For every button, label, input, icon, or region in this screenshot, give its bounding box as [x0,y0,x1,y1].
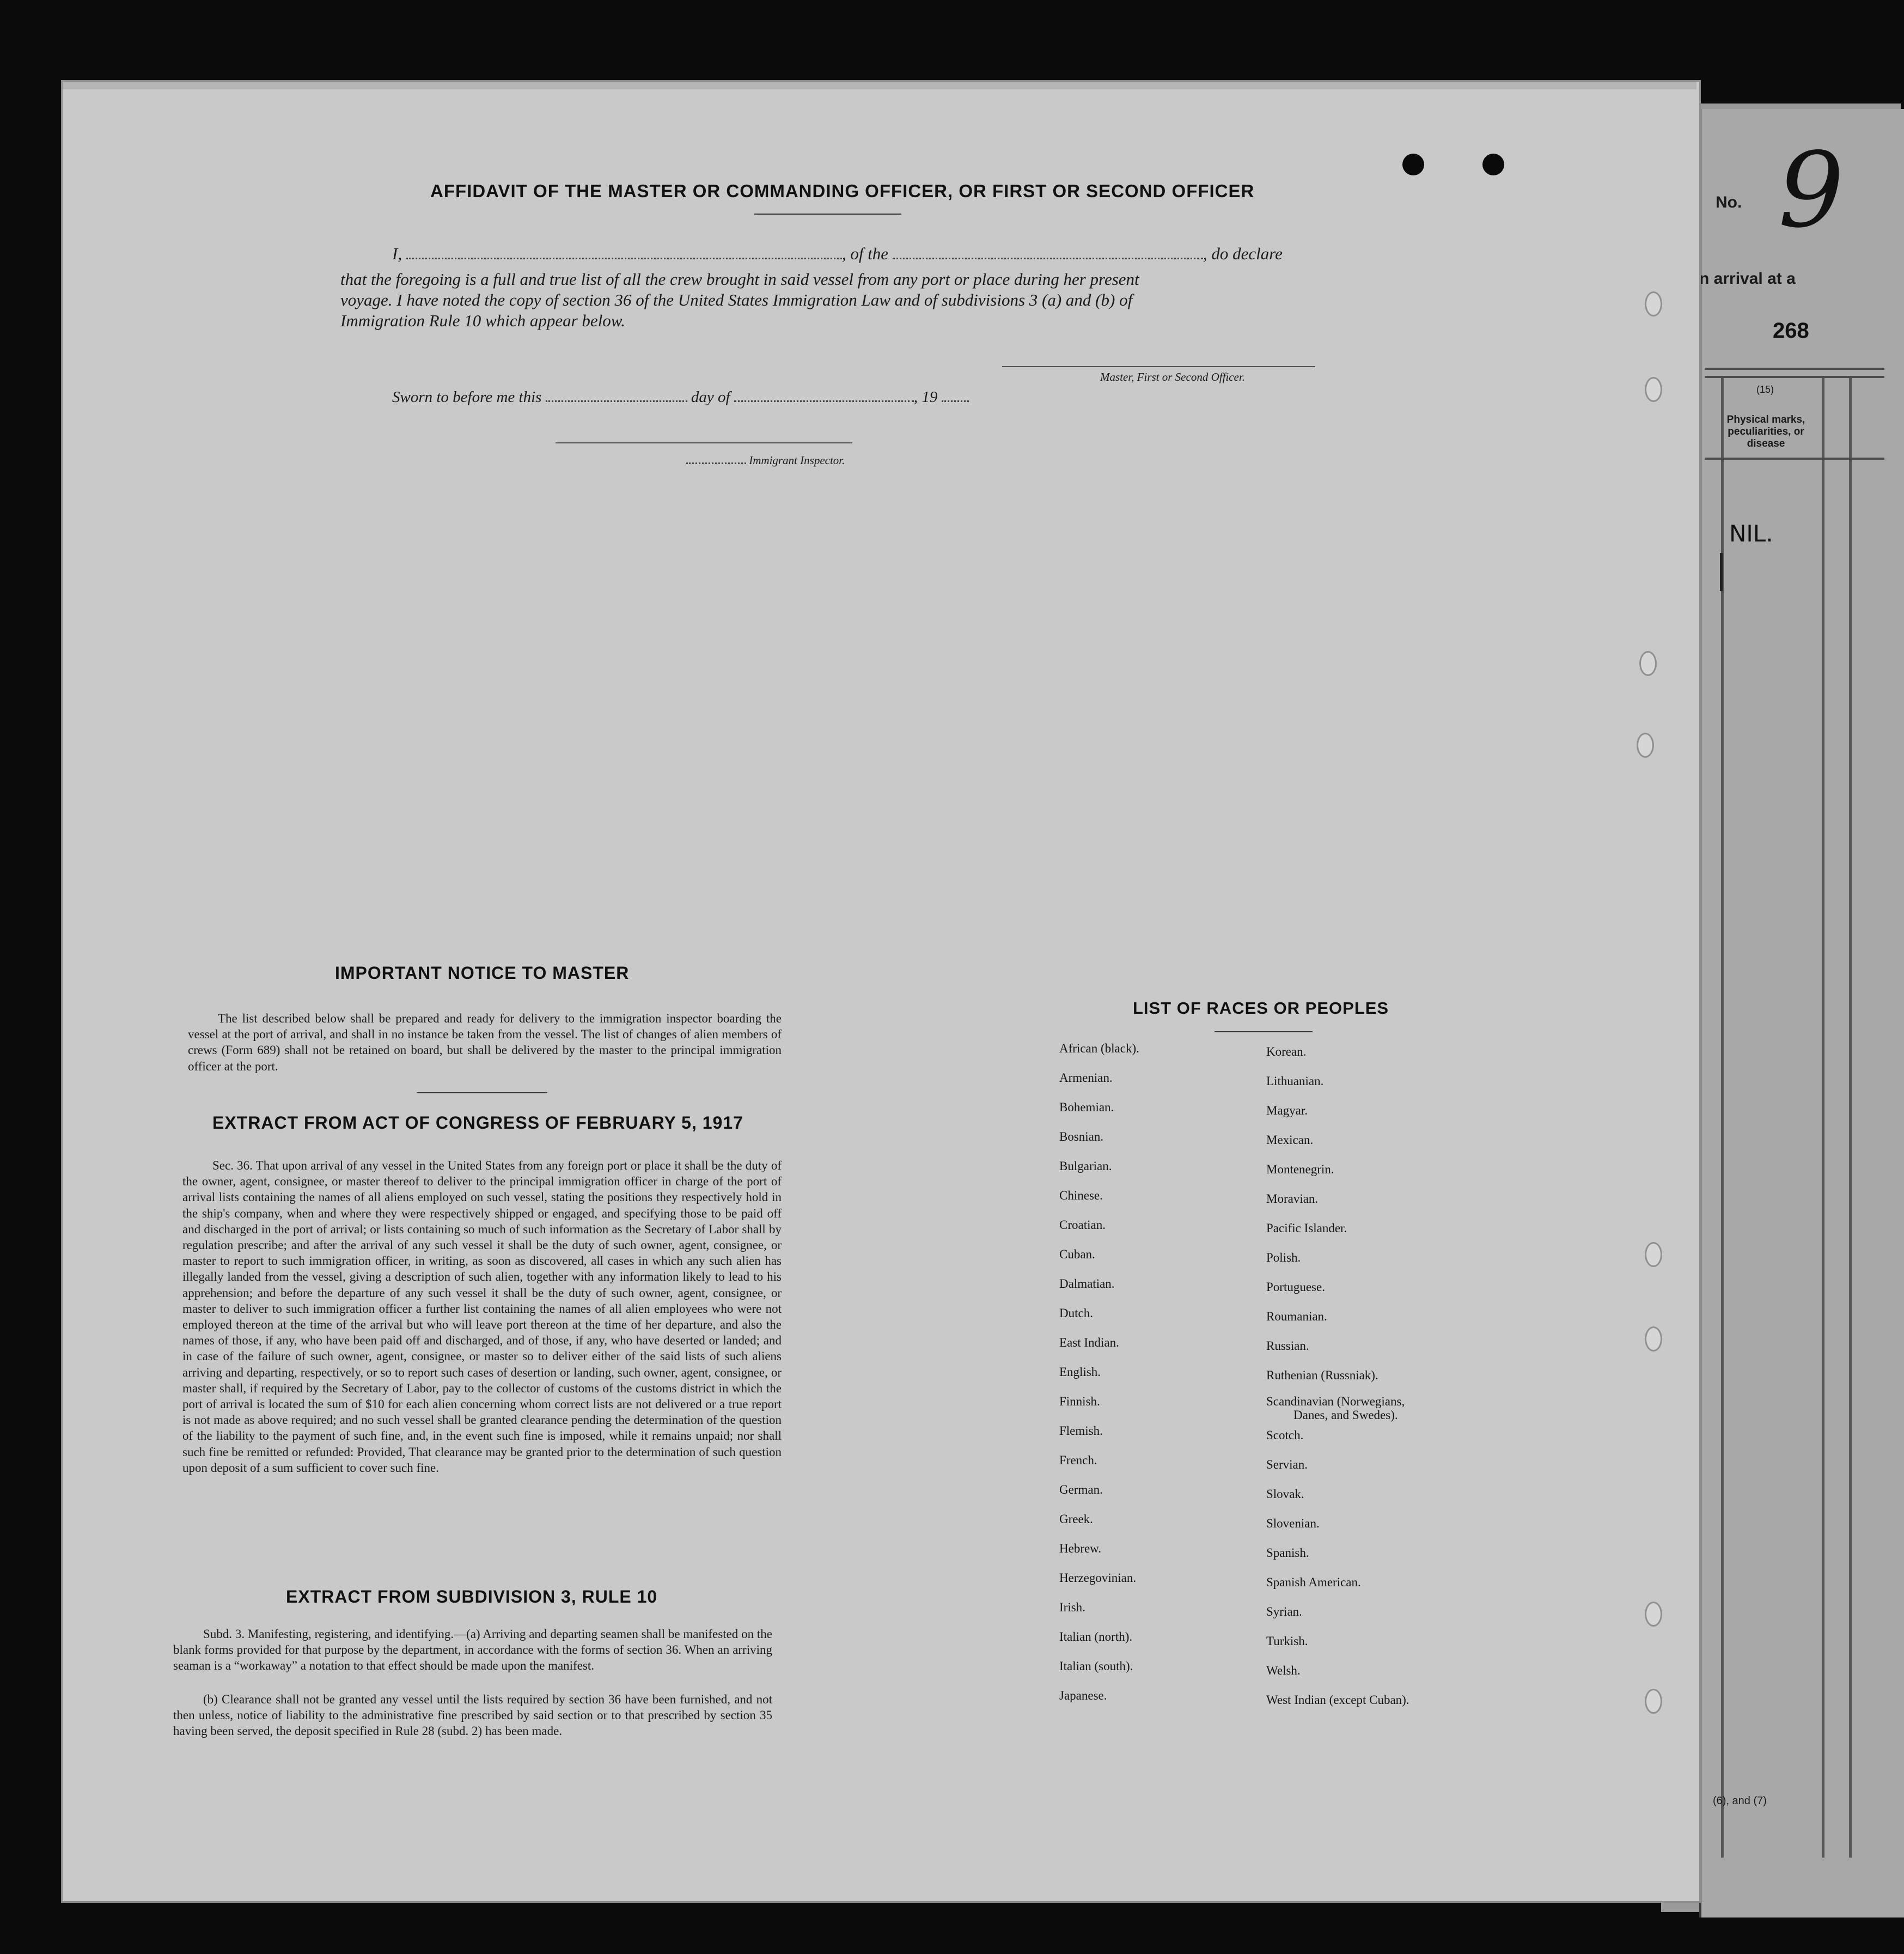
race-item: Russian. [1266,1339,1309,1353]
race-item: French. [1059,1453,1097,1467]
race-item: Spanish. [1266,1546,1309,1560]
master-signature-label: Master, First or Second Officer. [1100,370,1245,384]
race-item: Italian (north). [1059,1630,1133,1643]
race-item: Lithuanian. [1266,1074,1324,1088]
title-rule [754,214,901,215]
notice-title: IMPORTANT NOTICE TO MASTER [335,963,630,983]
race-item: Danes, and Swedes). [1293,1408,1398,1422]
underlying-no-label: No. [1716,193,1742,211]
race-item: Mexican. [1266,1133,1314,1147]
race-item: Moravian. [1266,1192,1319,1206]
race-item: African (black). [1059,1042,1139,1055]
rule-extract-title: EXTRACT FROM SUBDIVISION 3, RULE 10 [286,1587,658,1606]
race-item: Portuguese. [1266,1280,1325,1294]
punch-hole [1482,154,1504,175]
rule-extract-text-a: Subd. 3. Manifesting, registering, and identifying.—(a) Arriving and departing seamen shall be manifested on the blank forms provided for that purpose by the department, in accordance with the forms of section 36. When an arriving seaman is a “workaway” a notation to that effect should be made upon the manifest. [173,1627,772,1673]
race-item: Scandinavian (Norwegians, [1266,1395,1405,1408]
inspector-signature-line [556,442,852,443]
race-item: Irish. [1059,1600,1085,1614]
race-item: Armenian. [1059,1071,1113,1085]
handwritten-sheet-number: 9 [1778,130,1844,251]
affidavit-title: AFFIDAVIT OF THE MASTER OR COMMANDING OFFICER, OR FIRST OR SECOND OFFICER [430,181,1255,201]
race-item: Magyar. [1266,1104,1308,1117]
binding-hole [1645,1326,1662,1352]
binding-hole [1637,733,1654,758]
handwritten-ditto-mark [1720,553,1723,591]
race-item: Dalmatian. [1059,1277,1115,1291]
race-item: Korean. [1266,1045,1307,1058]
binding-hole [1639,651,1657,676]
race-item: Spanish American. [1266,1575,1361,1589]
race-item: Flemish. [1059,1424,1103,1438]
race-item: Pacific Islander. [1266,1221,1347,1235]
column-header-physical-marks: Physical marks, peculiarities, or disease [1726,414,1805,449]
race-item: Italian (south). [1059,1659,1133,1673]
column-number: (15) [1756,384,1774,395]
race-item: Slovak. [1266,1487,1304,1501]
table-header-rule [1705,376,1884,378]
race-item: Greek. [1059,1512,1093,1526]
handwritten-nil-entry: NIL. [1729,520,1773,547]
races-title-rule [1215,1031,1313,1032]
page-number-stamp: 268 [1773,319,1809,343]
race-item: Finnish. [1059,1395,1100,1408]
race-item: Bosnian. [1059,1130,1104,1143]
act-extract-text: Sec. 36. That upon arrival of any vessel in the United States from any foreign port or place it shall be the duty of the owner, agent, consignee, or master thereof to deliver to the principal immigration officer in charge of the port of arrival lists containing the names of all aliens employed on such vessel, stating the positions they respectively hold in the ship's company, when and where they were respectively shipped or engaged, and specifying those to be paid off and discharged in the port of arrival; or lists containing so much of such information as the Secretary of Labor shall by regulation prescribe; and after the arrival of any such vessel it shall be the duty of such owner, agent, consignee, or master to report to such immigration officer, in writing, as soon as discovered, all cases in which any such alien has illegally landed from the vessel, giving a description of such alien, together with any information likely to lead to his apprehension; and before the departure of any such vessel it shall be the duty of such owner, agent, consignee, or master to deliver to such immigration officer a further list containing the names of all alien employees who were not employed thereon at the time of the arrival but who will leave port thereon at the time of her departure, and also the names of those, if any, who have been paid off and discharged, and of those, if any, who have deserted or landed; and in case of the failure of such owner, agent, consignee, or master so to deliver either of the said lists of such aliens arriving and departing, respectively, or so to report such cases of desertion or landing, such owner, agent, consignee, or master shall, if required by the Secretary of Labor, pay to the collector of customs of the customs district in which the port of arrival is located the sum of $10 for each alien concerning whom correct lists are not delivered or a true report is not made as above required; and no such vessel shall be granted clearance pending the determination of the question of the liability to the payment of such fine, and, in the event such fine is imposed, while it remains unpaid; nor shall such fine be remitted or refunded: Provided, That clearance may be granted prior to the determination of such question upon deposit of a sum sufficient to cover such fine. [182,1159,782,1475]
race-item: Welsh. [1266,1664,1301,1677]
race-item: Montenegrin. [1266,1162,1334,1176]
race-item: Croatian. [1059,1218,1106,1232]
race-item: Hebrew. [1059,1542,1102,1555]
race-item: Cuban. [1059,1247,1095,1261]
table-grid-line [1849,376,1852,1858]
races-title: LIST OF RACES OR PEOPLES [1133,999,1389,1018]
table-header-rule [1705,458,1884,460]
affidavit-text-line: voyage. I have noted the copy of section 36 of the United States Immigration Law and of subdivisions 3 (a) and (b) of [340,290,1133,309]
race-item: West Indian (except Cuban). [1266,1693,1409,1707]
affidavit-text-line: Immigration Rule 10 which appear below. [340,311,625,330]
race-item: Turkish. [1266,1634,1308,1648]
race-item: Bulgarian. [1059,1159,1112,1173]
race-item: Chinese. [1059,1189,1103,1202]
underlying-arrival-text: n arrival at a [1699,270,1796,288]
race-item: Roumanian. [1266,1310,1327,1323]
race-item: Syrian. [1266,1605,1302,1618]
race-item: Scotch. [1266,1428,1304,1442]
race-item: Ruthenian (Russniak). [1266,1368,1378,1382]
race-item: English. [1059,1365,1101,1379]
punch-hole [1402,154,1424,175]
race-item: Japanese. [1059,1689,1107,1702]
race-item: East Indian. [1059,1336,1119,1349]
binding-hole [1645,1242,1662,1267]
underlying-sheet-column-area [1699,109,1904,1918]
page-top-edge [63,82,1696,89]
underlying-footer-text: (6), and (7) [1713,1795,1767,1807]
race-item: German. [1059,1483,1103,1496]
binding-hole [1645,1602,1662,1627]
master-signature-line [1002,366,1315,367]
binding-hole [1645,377,1662,402]
table-header-rule [1705,368,1884,370]
race-item: Polish. [1266,1251,1301,1264]
inspector-signature-label: Immigrant Inspector. [686,454,845,467]
race-item: Dutch. [1059,1306,1093,1320]
race-item: Bohemian. [1059,1100,1114,1114]
act-extract-title: EXTRACT FROM ACT OF CONGRESS OF FEBRUARY 5, 1917 [212,1113,743,1133]
binding-hole [1645,1689,1662,1714]
table-grid-line [1822,376,1824,1858]
affidavit-declaration-line: I, , of the , do declare [392,244,1283,263]
race-item: Servian. [1266,1458,1308,1471]
race-item: Slovenian. [1266,1517,1320,1530]
notice-text: The list described below shall be prepared and ready for delivery to the immigration inspector boarding the vessel at the port of arrival, and shall in no instance be taken from the vessel. The list of changes of alien members of crews (Form 689) shall not be retained on board, but shall be delivered by the master to the principal immigration officer at the port. [188,1012,782,1073]
section-rule [417,1092,547,1093]
race-item: Herzegovinian. [1059,1571,1137,1585]
sworn-line: Sworn to before me this day of , 19 [392,388,969,406]
affidavit-text-line: that the foregoing is a full and true list of all the crew brought in said vessel from any port or place during her present [340,270,1139,289]
table-grid-line [1721,376,1724,1858]
binding-hole [1645,291,1662,316]
rule-extract-text-b: (b) Clearance shall not be granted any vessel until the lists required by section 36 have been furnished, and not then unless, notice of liability to the administrative fine prescribed by said section or to that prescribed by section 35 having been served, the deposit specified in Rule 28 (subd. 2) has been made. [173,1693,772,1738]
